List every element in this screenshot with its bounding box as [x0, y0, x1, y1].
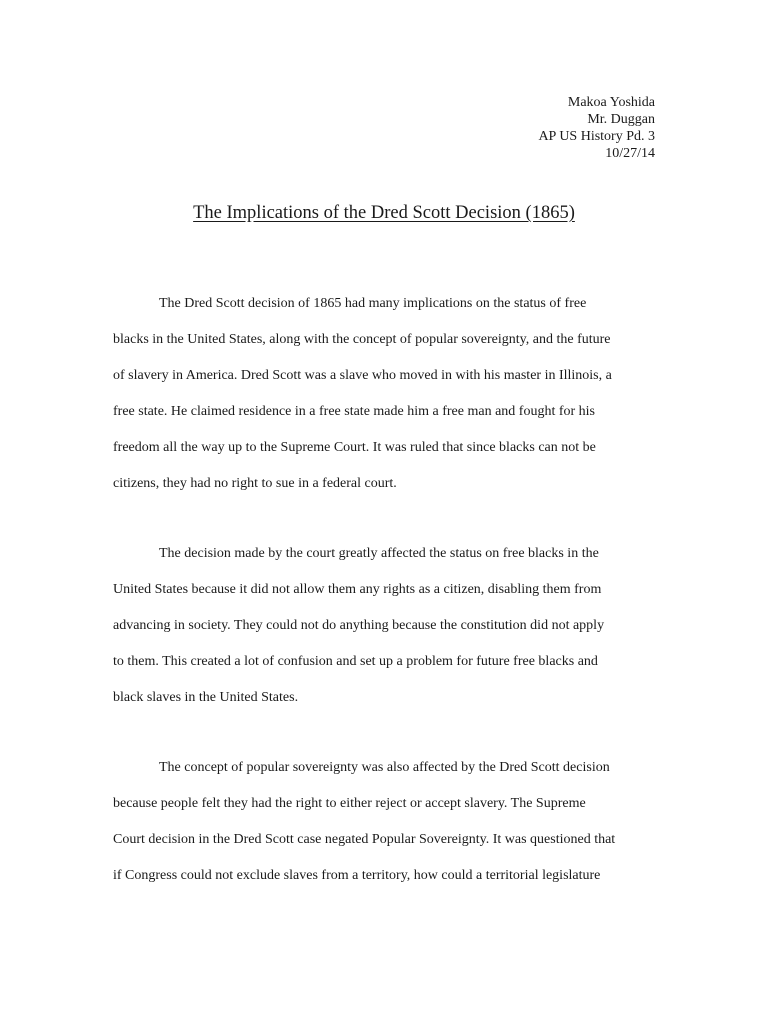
paragraph-line: because people felt they had the right to either reject or accept slavery. The Supreme — [113, 796, 586, 811]
essay-title: The Implications of the Dred Scott Decision (1865) — [193, 203, 575, 223]
paragraph-line: Court decision in the Dred Scott case negated Popular Sovereignty. It was questioned that — [113, 832, 616, 847]
paragraph-1 — [113, 286, 658, 502]
paragraph-line: if Congress could not exclude slaves from a territory, how could a territorial legislature — [113, 868, 601, 883]
paragraph-line: citizens, they had no right to sue in a federal court. — [113, 476, 397, 491]
paragraph-spacer — [113, 502, 658, 536]
paragraph-line: The Dred Scott decision of 1865 had many implications on the status of free — [159, 296, 587, 311]
paragraph-line: to them. This created a lot of confusion and set up a problem for future free blacks and — [113, 654, 598, 669]
class-period: AP US History Pd. 3 — [538, 129, 655, 144]
paragraph-line: freedom all the way up to the Supreme Court. It was ruled that since blacks can not be — [113, 440, 596, 455]
paragraph-line: advancing in society. They could not do anything because the constitution did not apply — [113, 618, 605, 633]
paragraph-line: of slavery in America. Dred Scott was a slave who moved in with his master in Illinois, a — [113, 368, 612, 383]
essay-heading-block — [538, 94, 655, 162]
paragraph-line: black slaves in the United States. — [113, 690, 299, 705]
paragraph-spacer — [113, 716, 658, 750]
paragraph-line: blacks in the United States, along with the concept of popular sovereignty, and the future — [113, 332, 611, 347]
teacher-name: Mr. Duggan — [587, 112, 655, 127]
paragraph-line: free state. He claimed residence in a free state made him a free man and fought for his — [113, 404, 596, 419]
paragraph-2 — [113, 536, 658, 716]
essay-date: 10/27/14 — [605, 146, 655, 161]
paragraph-line: The concept of popular sovereignty was also affected by the Dred Scott decision — [159, 760, 610, 775]
essay-body — [113, 286, 658, 894]
paragraph-3 — [113, 750, 658, 894]
paragraph-line: The decision made by the court greatly affected the status on free blacks in the — [159, 546, 599, 561]
paragraph-line: United States because it did not allow them any rights as a citizen, disabling them from — [113, 582, 602, 597]
student-name: Makoa Yoshida — [567, 95, 655, 110]
